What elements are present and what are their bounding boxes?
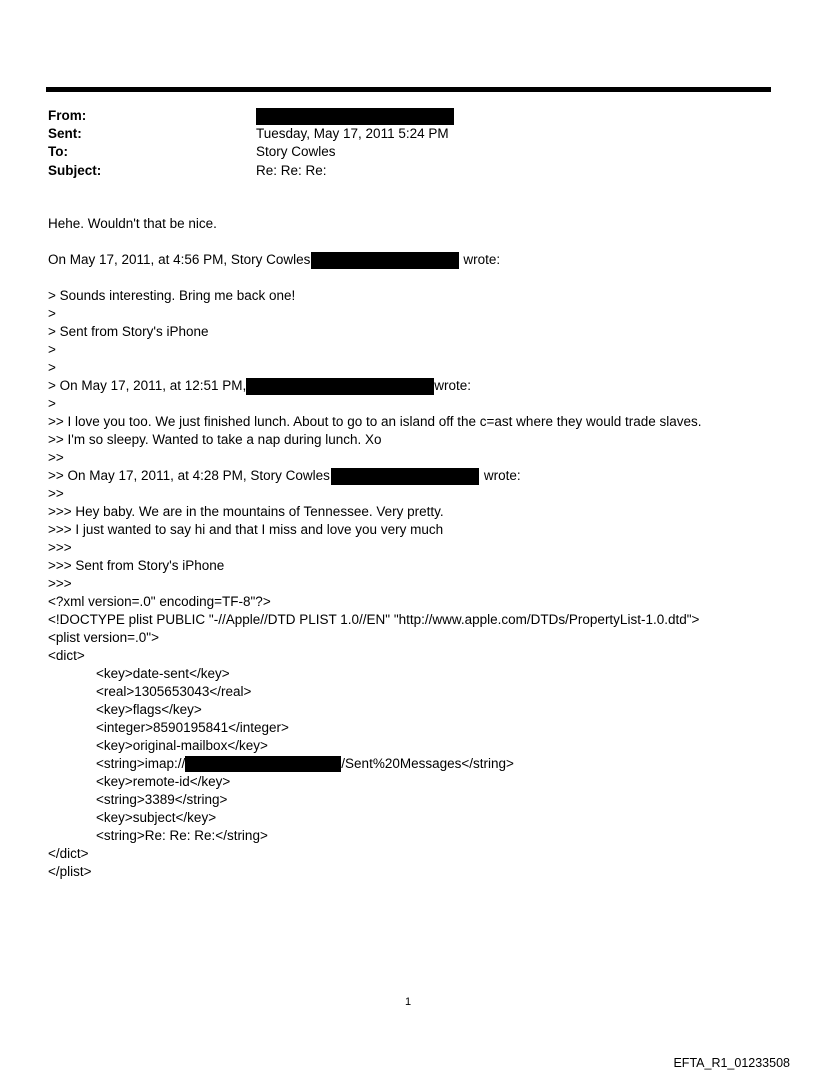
quoted-line: >> I love you too. We just finished lunch. About to go to an island off the c=ast where they would trade slaves. [48,414,702,429]
subject-label: Subject: [48,162,102,178]
xml-line: <plist version=.0"> [48,630,159,645]
xml-line: <key>remote-id</key> [96,774,231,789]
xml-line: <key>subject</key> [96,810,217,825]
sent-value: Tuesday, May 17, 2011 5:24 PM [256,126,449,142]
from-label: From: [48,108,87,123]
attribution-text: On May 17, 2011, at 4:56 PM, Story Cowles [48,252,311,267]
xml-line: <key>flags</key> [96,702,202,717]
quoted-line: > [48,306,56,321]
to-label: To: [48,144,68,160]
xml-line [48,755,702,773]
quoted-line: >> I'm so sleepy. Wanted to take a nap during lunch. Xo [48,432,382,447]
quoted-line: > [48,342,56,357]
xml-line: <dict> [48,648,85,663]
attribution-text: >> On May 17, 2011, at 4:28 PM, Story Cowles [48,468,330,483]
quoted-line: >>> Sent from Story's iPhone [48,558,225,573]
quoted-line: >> [48,450,64,465]
quoted-line: >>> Hey baby. We are in the mountains of Tennessee. Very pretty. [48,504,444,519]
quoted-line: > [48,360,56,375]
to-row [48,143,454,161]
xml-line: <real>1305653043</real> [96,684,252,699]
xml-text: /Sent%20Messages</string> [341,756,514,771]
quoted-line: >> [48,486,64,501]
xml-line: <!DOCTYPE plist PUBLIC "-//Apple//DTD PLIST 1.0//EN" "http://www.apple.com/DTDs/PropertyList-1.0.dtd"> [48,612,700,627]
attribution-text: > On May 17, 2011, at 12:51 PM, [48,378,247,393]
redaction-box [331,468,479,485]
attribution-wrote: wrote: [434,378,472,393]
redaction-box [246,378,434,395]
blank-line [48,269,702,287]
quoted-line: >>> I just wanted to say hi and that I miss and love you very much [48,522,444,537]
subject-row [48,162,454,180]
page-number: 1 [404,996,412,1008]
quoted-attribution [48,377,702,395]
redaction-box [185,756,341,772]
sent-row [48,125,454,143]
xml-line: </plist> [48,864,92,879]
bates-number: EFTA_R1_01233508 [673,1056,790,1070]
xml-line: <string>3389</string> [96,792,228,807]
reply-attribution [48,251,702,269]
from-value [256,107,454,125]
from-row [48,107,454,125]
quoted-line: > Sent from Story's iPhone [48,324,209,339]
email-body [48,215,702,881]
xml-line: <string>Re: Re: Re:</string> [96,828,268,843]
xml-line: </dict> [48,846,89,861]
redaction-box [311,252,459,269]
header-rule [46,87,771,92]
quoted-line: > [48,396,56,411]
attribution-wrote: wrote: [463,252,501,267]
attribution-wrote: wrote: [483,468,521,483]
xml-line: <?xml version=.0" encoding=TF-8"?> [48,594,271,609]
xml-line: <integer>8590195841</integer> [96,720,289,735]
to-value: Story Cowles [256,144,336,160]
redaction-box [256,108,454,125]
sent-label: Sent: [48,126,82,142]
quoted-attribution [48,467,702,485]
body-line: Hehe. Wouldn't that be nice. [48,216,217,231]
xml-text: <string>imap:// [96,756,186,771]
blank-line [48,233,702,251]
xml-line: <key>original-mailbox</key> [96,738,268,753]
quoted-line: > Sounds interesting. Bring me back one! [48,288,296,303]
email-header [48,107,454,180]
quoted-line: >>> [48,576,72,591]
subject-value: Re: Re: Re: [256,162,327,178]
xml-line: <key>date-sent</key> [96,666,230,681]
quoted-line: >>> [48,540,72,555]
